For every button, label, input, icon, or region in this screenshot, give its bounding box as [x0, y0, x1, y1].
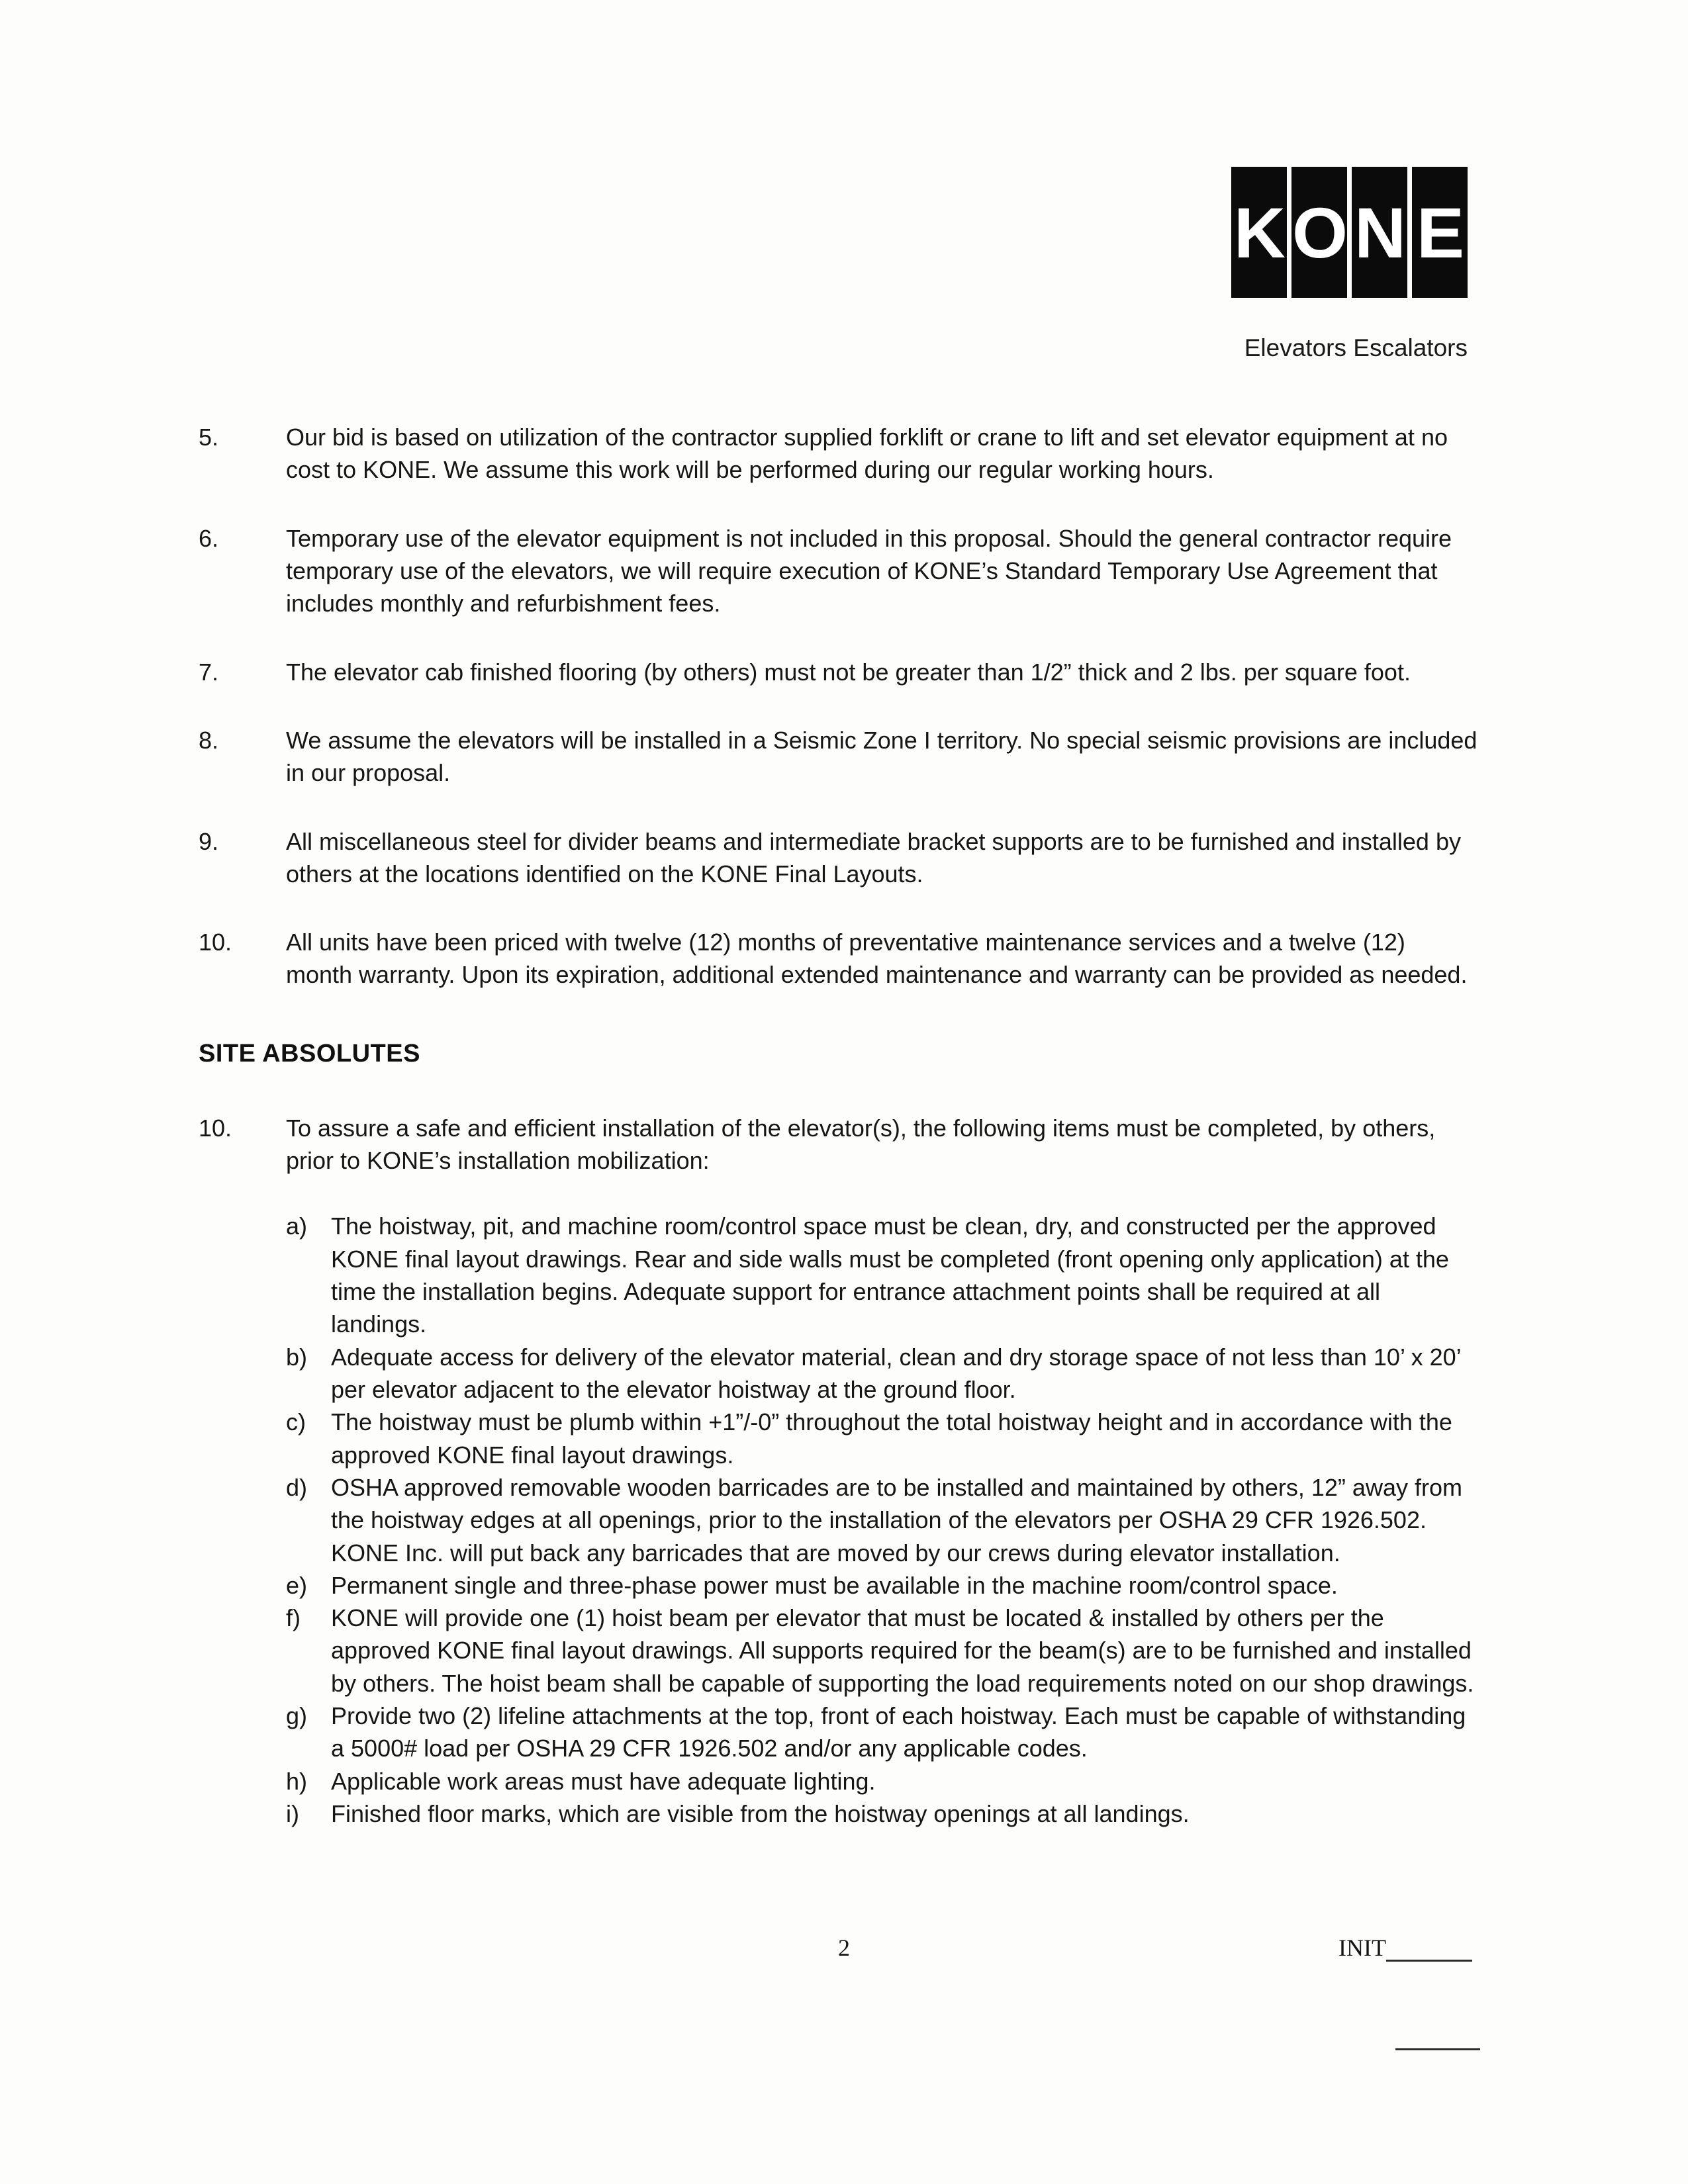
item-number: 10.	[199, 1114, 232, 1142]
list-item	[199, 825, 1486, 891]
sub-item-text: OSHA approved removable wooden barricades are to be installed and maintained by others, 12” away from the hoistway edges at all openings, prior to the installation of the elevators per OSHA 29 CFR 1926.502. KONE Inc. will put back any barricades that are moved by our crews during elevator installation.	[331, 1473, 1462, 1567]
logo-letter-o: O	[1291, 167, 1347, 298]
sub-item-label: e)	[286, 1571, 308, 1599]
init-label: INIT	[1338, 1934, 1386, 1961]
sub-item-label: b)	[286, 1343, 308, 1371]
sub-item	[286, 1797, 1477, 1830]
logo-letter-n: N	[1352, 167, 1407, 298]
page-number: 2	[838, 1934, 850, 1961]
sub-item	[286, 1471, 1477, 1569]
sub-item	[286, 1765, 1477, 1797]
item-number: 6.	[199, 524, 219, 552]
sub-item	[286, 1569, 1477, 1602]
sub-item-text: Permanent single and three-phase power must be available in the machine room/control space.	[331, 1571, 1338, 1599]
sub-item-text: Applicable work areas must have adequate lighting.	[331, 1767, 876, 1795]
sub-item-label: a)	[286, 1212, 308, 1240]
sub-item-label: i)	[286, 1800, 299, 1828]
list-item	[199, 522, 1486, 620]
item-text: We assume the elevators will be installed in a Seismic Zone I territory. No special seismic provisions are included in our proposal.	[286, 726, 1477, 787]
item-text: All units have been priced with twelve (12) months of preventative maintenance services and a twelve (12) month warranty. Upon its expiration, additional extended maintenance and warranty can be provided as needed.	[286, 929, 1468, 989]
item-number: 5.	[199, 424, 219, 451]
section-heading: SITE ABSOLUTES	[199, 1039, 420, 1068]
list-item	[199, 421, 1486, 486]
sub-item-text: Finished floor marks, which are visible from the hoistway openings at all landings.	[331, 1800, 1190, 1828]
sub-item-text: The hoistway, pit, and machine room/control space must be clean, dry, and constructed per the approved KONE final layout drawings. Rear and side walls must be completed (front opening only application) at the time the installation begins. Adequate support for entrance attachment points shall be required at all landings.	[331, 1212, 1449, 1338]
sub-item-label: d)	[286, 1473, 308, 1501]
sub-item-label: f)	[286, 1604, 301, 1632]
kone-logo	[1231, 167, 1468, 298]
sub-item	[286, 1341, 1477, 1406]
list-item	[199, 724, 1486, 790]
item-text: The elevator cab finished flooring (by others) must not be greater than 1/2” thick and 2 lbs. per square foot.	[286, 658, 1411, 686]
logo-tagline: Elevators Escalators	[1244, 334, 1468, 361]
sub-item	[286, 1406, 1477, 1471]
item-text: All miscellaneous steel for divider beams and intermediate bracket supports are to be furnished and installed by others at the locations identified on the KONE Final Layouts.	[286, 827, 1461, 887]
logo-letter-e: E	[1412, 167, 1468, 298]
item-number: 7.	[199, 658, 219, 686]
sub-item-text: KONE will provide one (1) hoist beam per elevator that must be located & installed by others per the approved KONE final layout drawings. All supports required for the beam(s) are to be furnished and installed by others. The hoist beam shall be capable of supporting the load requirements noted on our shop drawings.	[331, 1604, 1474, 1697]
sub-item-text: Provide two (2) lifeline attachments at the top, front of each hoistway. Each must be capable of withstanding a 5000# load per OSHA 29 CFR 1926.502 and/or any applicable codes.	[331, 1702, 1466, 1762]
document-body	[199, 421, 1486, 1866]
sub-item-label: h)	[286, 1767, 308, 1795]
sub-item	[286, 1602, 1477, 1700]
item-number: 9.	[199, 827, 219, 855]
sub-item-label: c)	[286, 1408, 306, 1436]
signature-line	[1395, 2048, 1480, 2050]
item-number: 8.	[199, 726, 219, 754]
site-absolutes-intro: To assure a safe and efficient installation of the elevator(s), the following items must be completed, by others, prior to KONE’s installation mobilization:	[286, 1114, 1436, 1175]
logo-letter-k: K	[1231, 167, 1287, 298]
item-text: Temporary use of the elevator equipment is not included in this proposal. Should the general contractor require temporary use of the elevators, we will require execution of KONE’s Standard Temporary Use Agreement that includes monthly and refurbishment fees.	[286, 524, 1452, 617]
sub-item-text: The hoistway must be plumb within +1”/-0” throughout the total hoistway height and in accordance with the approved KONE final layout drawings.	[331, 1408, 1452, 1469]
sub-item-label: g)	[286, 1702, 308, 1730]
sub-item	[286, 1700, 1477, 1765]
item-text: Our bid is based on utilization of the contractor supplied forklift or crane to lift and set elevator equipment at no cost to KONE. We assume this work will be performed during our regular working hours.	[286, 424, 1448, 484]
sub-item-list	[286, 1210, 1477, 1830]
sub-item-text: Adequate access for delivery of the elevator material, clean and dry storage space of not less than 10’ x 20’ per elevator adjacent to the elevator hoistway at the ground floor.	[331, 1343, 1461, 1403]
list-item	[199, 656, 1486, 688]
sub-item	[286, 1210, 1477, 1340]
init-field	[1338, 1934, 1472, 1962]
site-absolutes-item	[199, 1112, 1486, 1831]
list-item	[199, 926, 1486, 991]
item-number: 10.	[199, 929, 232, 956]
init-blank-line	[1386, 1935, 1472, 1962]
